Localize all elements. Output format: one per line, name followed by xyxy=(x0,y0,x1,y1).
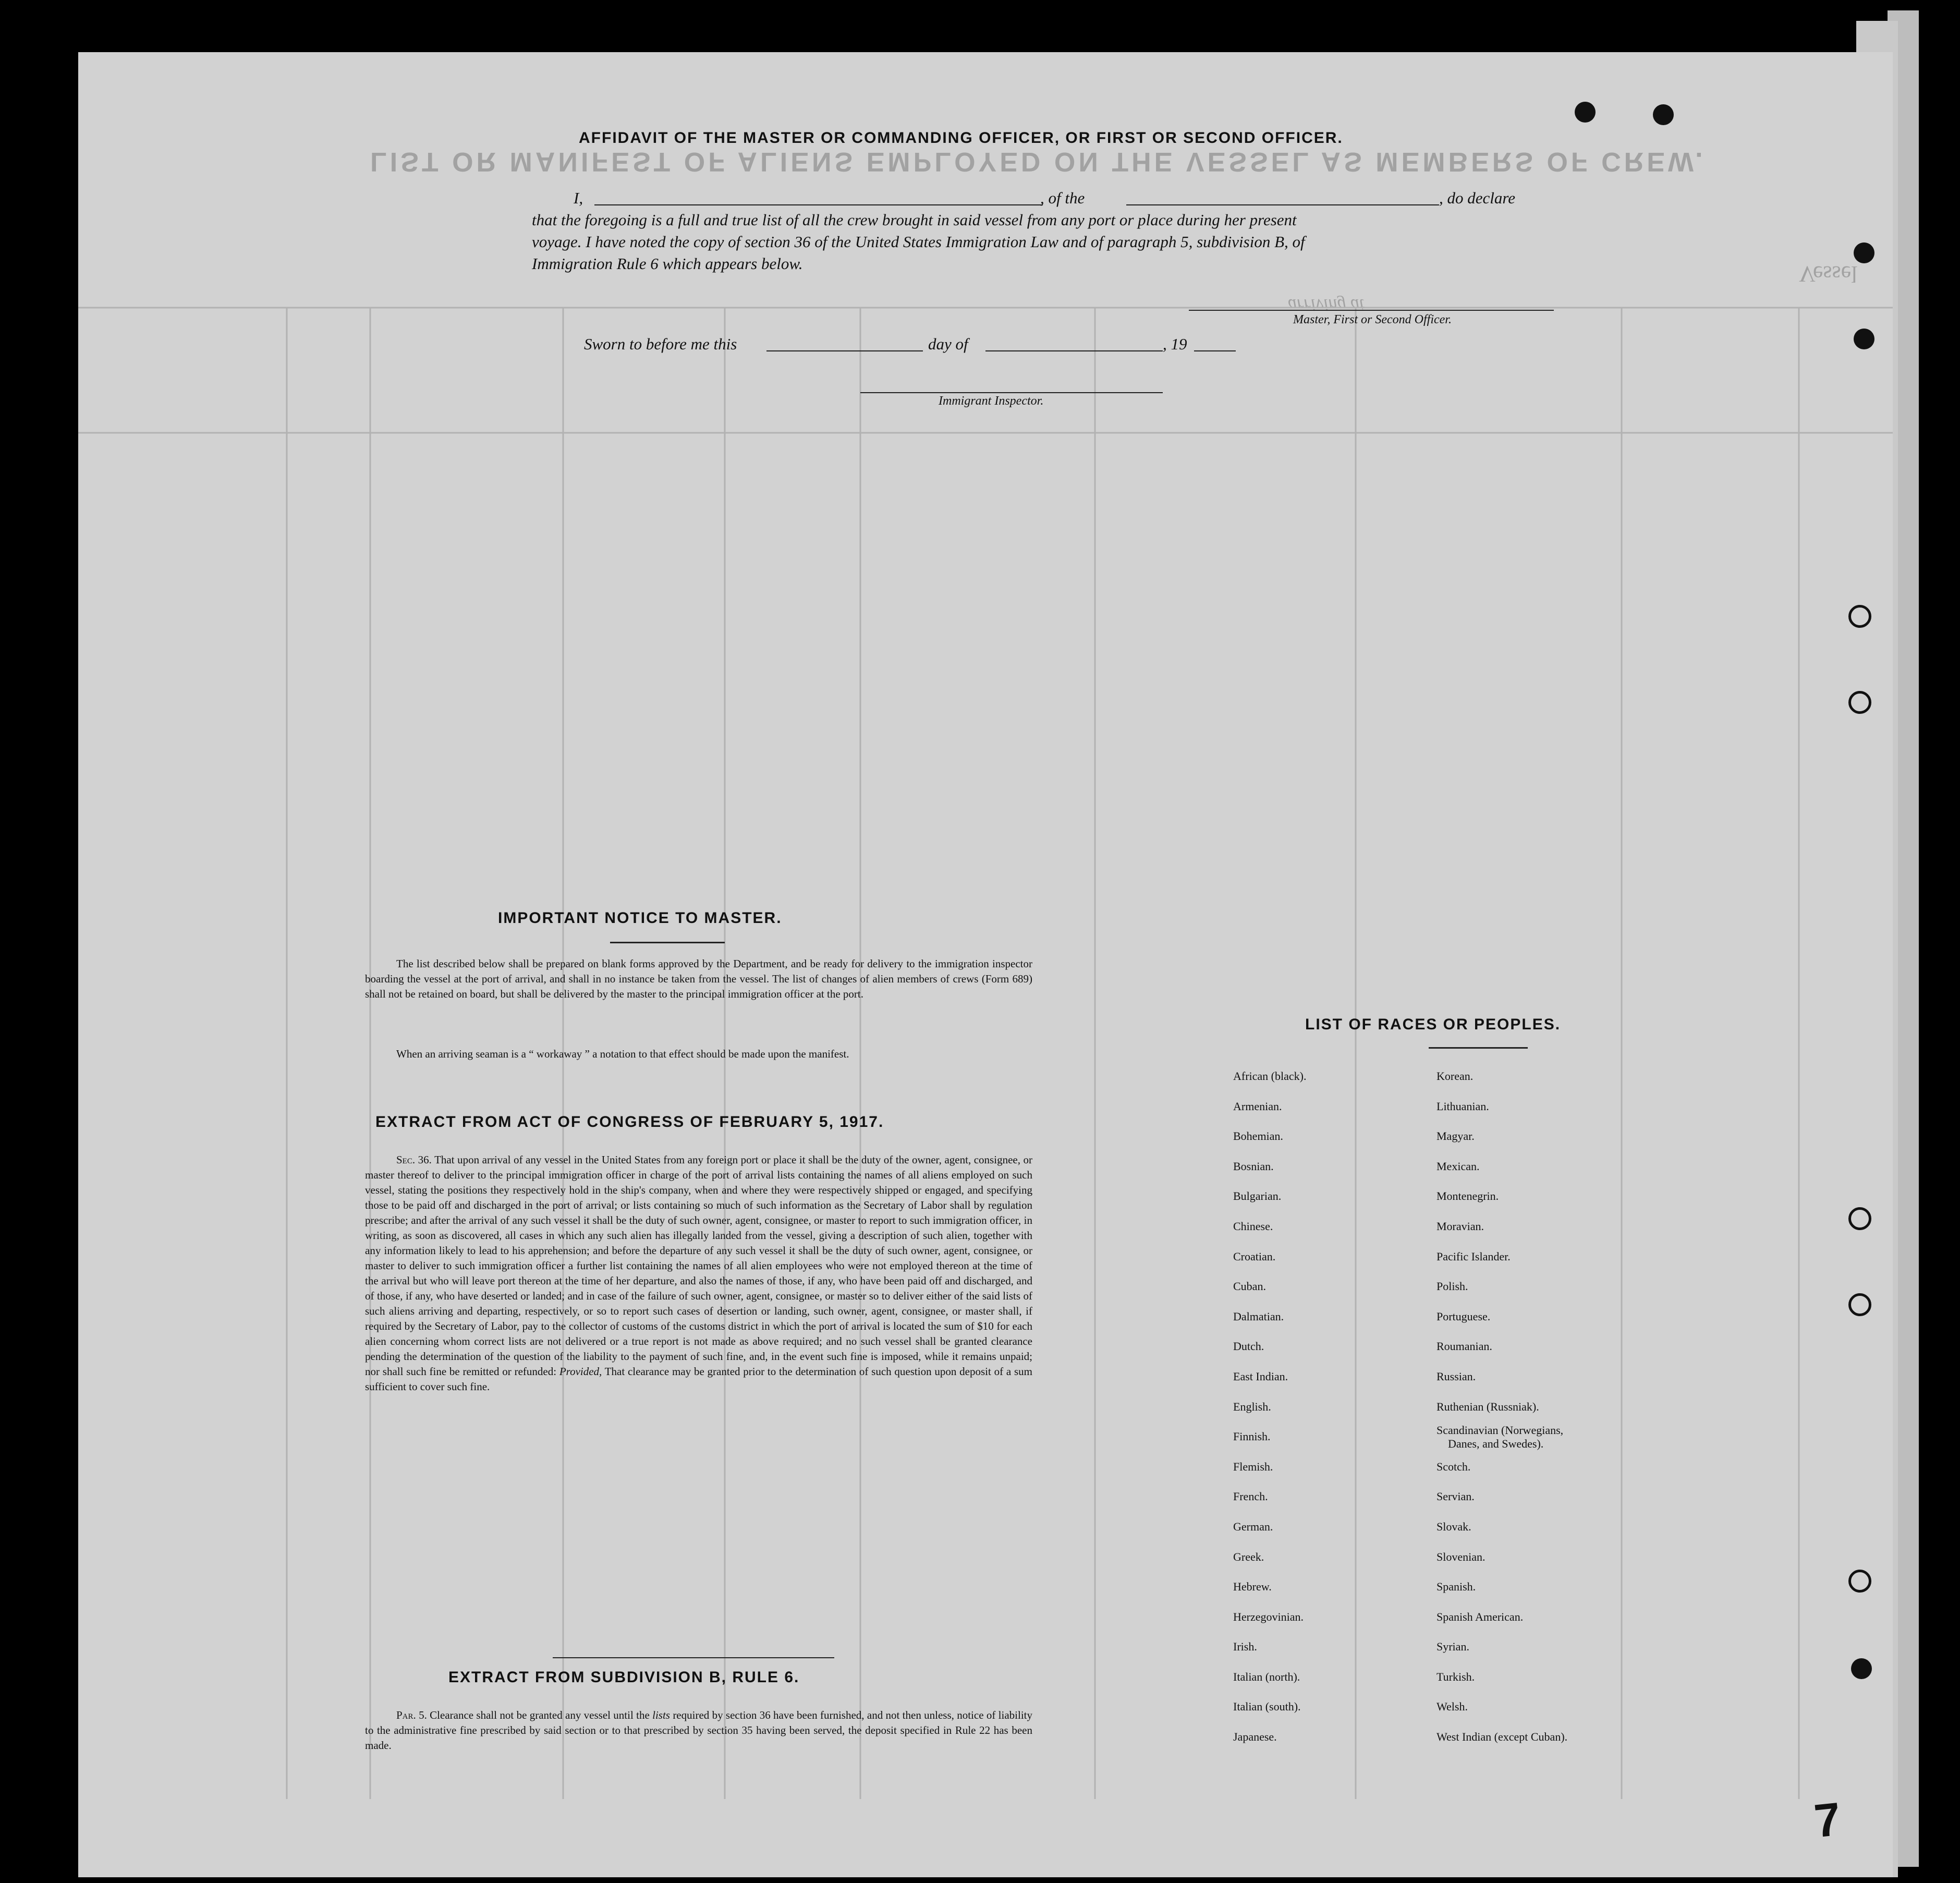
races-title-rule xyxy=(1429,1047,1528,1049)
lists-word: lists xyxy=(652,1709,670,1721)
affidavit-title: AFFIDAVIT OF THE MASTER OR COMMANDING OFFICER, OR FIRST OR SECOND OFFICER. xyxy=(579,129,1343,147)
race-item: Portuguese. xyxy=(1436,1309,1491,1323)
inspector-caption: Immigrant Inspector. xyxy=(939,394,1044,408)
race-item: Welsh. xyxy=(1436,1700,1468,1714)
sworn-prefix: Sworn to before me this xyxy=(584,335,737,353)
race-item: Cuban. xyxy=(1233,1280,1266,1293)
race-item: Flemish. xyxy=(1233,1460,1273,1473)
race-item: Magyar. xyxy=(1436,1129,1475,1143)
bleed-through-title: LIST OR MANIFEST OF ALIENS EMPLOYED ON THE VESSEL AS MEMBERS OF CREW. xyxy=(370,147,1706,177)
rule-text-b: required by section 36 have been furnished, and not then unless, notice of liability to the administrative fine prescribed by said section or to that prescribed by section 35 having been served, the deposit specified in Rule 22 has been made. xyxy=(365,1709,1033,1752)
race-item: Italian (north). xyxy=(1233,1670,1300,1683)
race-item: Hebrew. xyxy=(1233,1580,1272,1594)
sworn-year: , 19 xyxy=(1163,335,1187,353)
race-item: Chinese. xyxy=(1233,1219,1273,1233)
race-item: East Indian. xyxy=(1233,1369,1288,1383)
section-36-text-end: That clearance may be granted prior to the determination of such question upon deposit of a sum sufficient to cover such fine. xyxy=(365,1365,1033,1393)
race-item: Montenegrin. xyxy=(1436,1189,1499,1203)
race-item: Armenian. xyxy=(1233,1099,1282,1113)
race-item: Croatian. xyxy=(1233,1249,1276,1263)
binding-ring xyxy=(1848,1570,1871,1593)
race-item: Pacific Islander. xyxy=(1436,1249,1511,1263)
provided-word: Provided, xyxy=(559,1365,602,1378)
signature-line[interactable] xyxy=(1189,310,1554,311)
section-label: Sec. 36. xyxy=(396,1153,432,1166)
sworn-month-line[interactable] xyxy=(985,350,1163,351)
race-item: Greek. xyxy=(1233,1550,1264,1563)
rule-text-a: Clearance shall not be granted any vessel until the xyxy=(430,1709,650,1721)
race-item: Ruthenian (Russniak). xyxy=(1436,1400,1539,1413)
race-item: Roumanian. xyxy=(1436,1340,1492,1353)
race-item: Dalmatian. xyxy=(1233,1309,1284,1323)
affidavit-line-2: that the foregoing is a full and true list of all the crew brought in said vessel from any port or place during her present xyxy=(532,211,1297,229)
races-left-column xyxy=(1233,1061,1306,1752)
bleed-through-arriving: arriving at xyxy=(1288,295,1365,314)
race-item: Bohemian. xyxy=(1233,1129,1283,1143)
race-item: Slovak. xyxy=(1436,1520,1471,1533)
race-item: Dutch. xyxy=(1233,1340,1264,1353)
race-item: Slovenian. xyxy=(1436,1550,1486,1563)
race-item: Scandinavian (Norwegians, Danes, and Swedes). xyxy=(1436,1424,1564,1451)
race-item: African (black). xyxy=(1233,1070,1307,1083)
punch-hole xyxy=(1851,1658,1872,1679)
race-item: West Indian (except Cuban). xyxy=(1436,1730,1568,1744)
punch-hole xyxy=(1854,242,1874,263)
race-item: Italian (south). xyxy=(1233,1700,1301,1714)
section-36-text: That upon arrival of any vessel in the United States from any foreign port or place it shall be the duty of the owner, agent, consignee, or master thereof to deliver to the principal immigration officer in charge of the port of arrival lists containing the names of all aliens employed on such vessel, stating the positions they respectively hold in the ship's company, when and where they were respectively shipped or engaged, and specifying those to be paid off and discharged in the port of arrival; or lists containing so much of such information as the Secretary of Labor shall by regulation prescribe; and after the arrival of any such vessel it shall be the duty of such owner, agent, consignee, or master to report to such immigration officer, in writing, as soon as discovered, all cases in which any such alien has illegally landed from the vessel, giving a description of such alien, together with any information likely to lead to his apprehension; and before the departure of any such vessel it shall be the duty of such owner, agent, consignee, or master to deliver to such immigration officer a further list containing the names of all alien employees who were not employed thereon at the time of the arrival but who will leave port thereon at the time of her departure, and also the names of those, if any, who have been paid off and discharged, and of those, if any, who have deserted or landed; and in case of the failure of such owner, agent, consignee, or master so to deliver either of the said lists of such aliens arriving and departing, respectively, or so to report such cases of desertion or landing, such owner, agent, consignee, or master shall, if required by the Secretary of Labor, pay to the collector of customs of the customs district in which the port of arrival is located the sum of $10 for each alien concerning whom correct lists are not delivered or a true report is not made as above required; and no such vessel shall be granted clearance pending the determination of the question of the liability to the payment of such fine, and, in the event such fine is imposed, while it remains unpaid; nor shall such fine be remitted or refunded: xyxy=(365,1153,1032,1378)
races-right-column xyxy=(1436,1061,1567,1752)
document-sheet xyxy=(78,52,1893,1877)
act-extract-title: EXTRACT FROM ACT OF CONGRESS OF FEBRUARY 5, 1917. xyxy=(375,1113,884,1131)
punch-hole xyxy=(1575,102,1596,123)
races-title: LIST OF RACES OR PEOPLES. xyxy=(1305,1016,1561,1033)
race-item: English. xyxy=(1233,1400,1271,1413)
race-item: Servian. xyxy=(1436,1490,1475,1503)
race-item: Moravian. xyxy=(1436,1219,1484,1233)
race-item: Russian. xyxy=(1436,1369,1476,1383)
race-item: Bulgarian. xyxy=(1233,1189,1282,1203)
sworn-day-line[interactable] xyxy=(766,350,923,351)
race-item: Lithuanian. xyxy=(1436,1099,1489,1113)
binding-ring xyxy=(1848,1207,1871,1230)
race-item: Turkish. xyxy=(1436,1670,1475,1683)
race-item: French. xyxy=(1233,1490,1268,1503)
master-name-line[interactable] xyxy=(594,204,1043,205)
notice-title: IMPORTANT NOTICE TO MASTER. xyxy=(498,909,782,927)
binding-ring xyxy=(1848,1293,1871,1316)
paragraph-label: Par. 5. xyxy=(396,1709,427,1721)
affidavit-i: I, xyxy=(574,189,583,207)
race-item: Polish. xyxy=(1436,1280,1468,1293)
race-item: Korean. xyxy=(1436,1070,1474,1083)
race-item: Spanish. xyxy=(1436,1580,1476,1594)
handwritten-page-number: 7 xyxy=(1811,1793,1844,1848)
rule-extract-body xyxy=(365,1708,1032,1753)
race-item: Herzegovinian. xyxy=(1233,1610,1304,1623)
notice-paragraph-2: When an arriving seaman is a “ workaway ” a notation to that effect should be made upon the manifest. xyxy=(396,1048,849,1060)
notice-title-rule xyxy=(610,942,725,943)
affidavit-declare: , do declare xyxy=(1439,189,1516,207)
binding-ring xyxy=(1848,691,1871,714)
act-extract-body xyxy=(365,1152,1032,1394)
signature-caption: Master, First or Second Officer. xyxy=(1293,313,1452,326)
race-item: German. xyxy=(1233,1520,1273,1533)
rule-extract-divider xyxy=(553,1657,834,1658)
race-item: Finnish. xyxy=(1233,1430,1271,1443)
notice-paragraph-1: The list described below shall be prepared on blank forms approved by the Department, and be ready for delivery to the immigration inspector boarding the vessel at the port of arrival, and shall in no instance be taken from the vessel. The list of changes of alien members of crews (Form 689) shall not be retained on board, but shall be delivered by the master to the principal immigration officer at the port. xyxy=(365,957,1032,1000)
punch-hole xyxy=(1854,329,1874,349)
punch-hole xyxy=(1653,104,1674,125)
affidavit-line-4: Immigration Rule 6 which appears below. xyxy=(532,254,803,273)
race-item: Irish. xyxy=(1233,1640,1257,1654)
race-item: Spanish American. xyxy=(1436,1610,1524,1623)
sworn-year-line[interactable] xyxy=(1194,350,1236,351)
affidavit-line-3: voyage. I have noted the copy of section 36 of the United States Immigration Law and of paragraph 5, subdivision B, of xyxy=(532,233,1305,251)
race-item: Syrian. xyxy=(1436,1640,1469,1654)
vessel-name-line[interactable] xyxy=(1126,204,1439,205)
inspector-signature-line[interactable] xyxy=(860,392,1163,393)
bleed-through-vessel: Vessel xyxy=(1799,261,1858,287)
rule-extract-title: EXTRACT FROM SUBDIVISION B, RULE 6. xyxy=(448,1669,800,1686)
race-item: Mexican. xyxy=(1436,1159,1480,1173)
sworn-day-of: day of xyxy=(928,335,968,353)
race-item: Scotch. xyxy=(1436,1460,1471,1473)
affidavit-of-the: , of the xyxy=(1040,189,1085,207)
binding-ring xyxy=(1848,605,1871,628)
race-item: Japanese. xyxy=(1233,1730,1277,1744)
race-item: Bosnian. xyxy=(1233,1159,1274,1173)
